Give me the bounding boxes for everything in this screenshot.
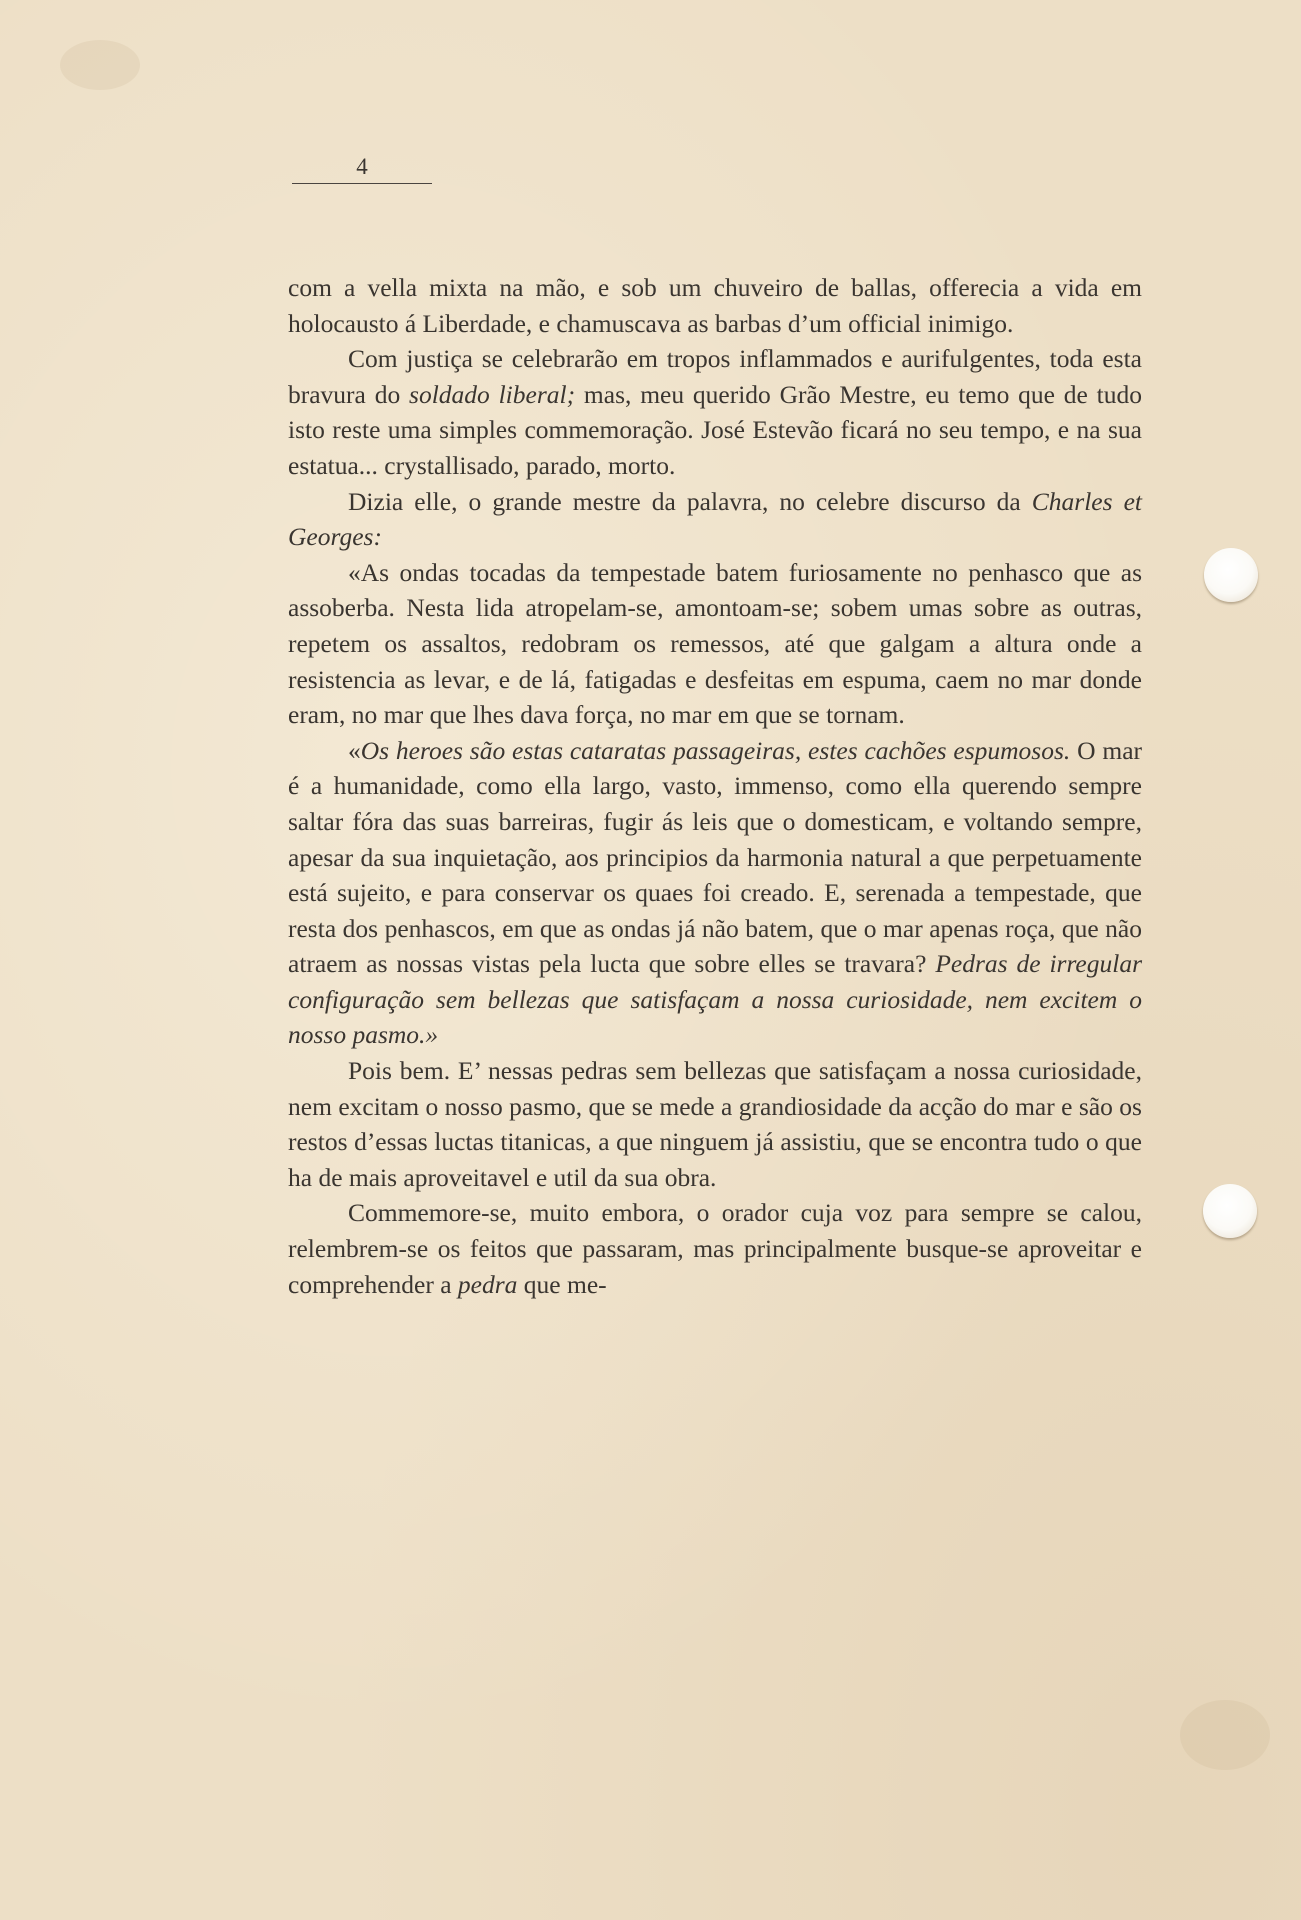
paragraph-p5 xyxy=(288,733,1142,1053)
text-segment: com a vella mixta na mão, e sob um chuveiro de ballas, offerecia a vida em holocausto á Liberdade, e chamuscava as barbas d’um official inimigo. xyxy=(288,273,1142,338)
paragraph-p3 xyxy=(288,484,1142,555)
italic-text: Charles et Georges: xyxy=(288,486,1142,552)
italic-text: pedra xyxy=(457,1269,518,1299)
text-segment: O mar é a humanidade, como ella largo, vasto, immenso, como ella querendo sempre saltar fóra das suas barreiras, fugir ás leis que o domesticam, e voltando sempre, apesar da sua inquietação, aos principios da harmonia natural a que perpetuamente está sujeito, e para conservar os quaes foi creado. E, serenada a tempestade, que resta dos penhascos, em que as ondas já não batem, que o mar apenas roça, que não atraem as nossas vistas pela lucta que sobre elles se travara? xyxy=(288,735,1143,979)
paragraph-p4 xyxy=(288,555,1142,733)
text-segment: Com justiça se celebrarão em tropos inflammados e aurifulgentes, toda esta bravura do xyxy=(288,344,1142,409)
paragraph-p1 xyxy=(288,270,1142,341)
body-text xyxy=(288,270,1142,1302)
text-segment: «As ondas tocadas da tempestade batem furiosamente no penhasco que as assoberba. Nesta lida atropelam-se, amontoam-se; sobem umas sobre as outras, repetem os assaltos, redobram os remessos, até que galgam a altura onde a resistencia as levar, e de lá, fatigadas e desfeitas em espuma, caem no mar donde eram, no mar que lhes dava força, no mar em que se tornam. xyxy=(288,557,1142,730)
text-segment: « xyxy=(348,735,361,765)
punch-hole xyxy=(1203,1184,1257,1238)
text-segment: que me- xyxy=(517,1269,607,1299)
italic-text: Os heroes são estas cataratas passageiras, estes cachões espumosos. xyxy=(360,735,1071,765)
text-segment: Commemore-se, muito embora, o orador cuja voz para sempre se calou, relembrem-se os feitos que passaram, mas principalmente busque-se aproveitar e comprehender a xyxy=(288,1198,1142,1299)
italic-text: Pedras de irregular configuração sem bellezas que satisfaçam a nossa curiosidade, nem excitem o nosso pasmo.» xyxy=(288,949,1143,1050)
paragraph-p2 xyxy=(288,341,1142,483)
paragraph-p7 xyxy=(288,1195,1142,1302)
page-number-rule xyxy=(292,183,432,184)
paper-stain xyxy=(1180,1700,1270,1770)
text-segment: mas, meu querido Grão Mestre, eu temo que de tudo isto reste uma simples commemoração. José Estevão ficará no seu tempo, e na sua estatua... crystallisado, parado, morto. xyxy=(288,379,1143,480)
paragraph-p6 xyxy=(288,1053,1142,1195)
paper-stain xyxy=(60,40,140,90)
italic-text: soldado liberal; xyxy=(409,379,576,409)
punch-hole xyxy=(1204,548,1258,602)
text-segment: Pois bem. E’ nessas pedras sem bellezas que satisfaçam a nossa curiosidade, nem excitam o nosso pasmo, que se mede a grandiosidade da acção do mar e são os restos d’essas luctas titanicas, a que ninguem já assistiu, que se encontra tudo o que ha de mais aproveitavel e util da sua obra. xyxy=(288,1056,1142,1192)
text-segment: Dizia elle, o grande mestre da palavra, no celebre discurso da xyxy=(348,486,1032,516)
page-number: 4 xyxy=(356,154,368,179)
